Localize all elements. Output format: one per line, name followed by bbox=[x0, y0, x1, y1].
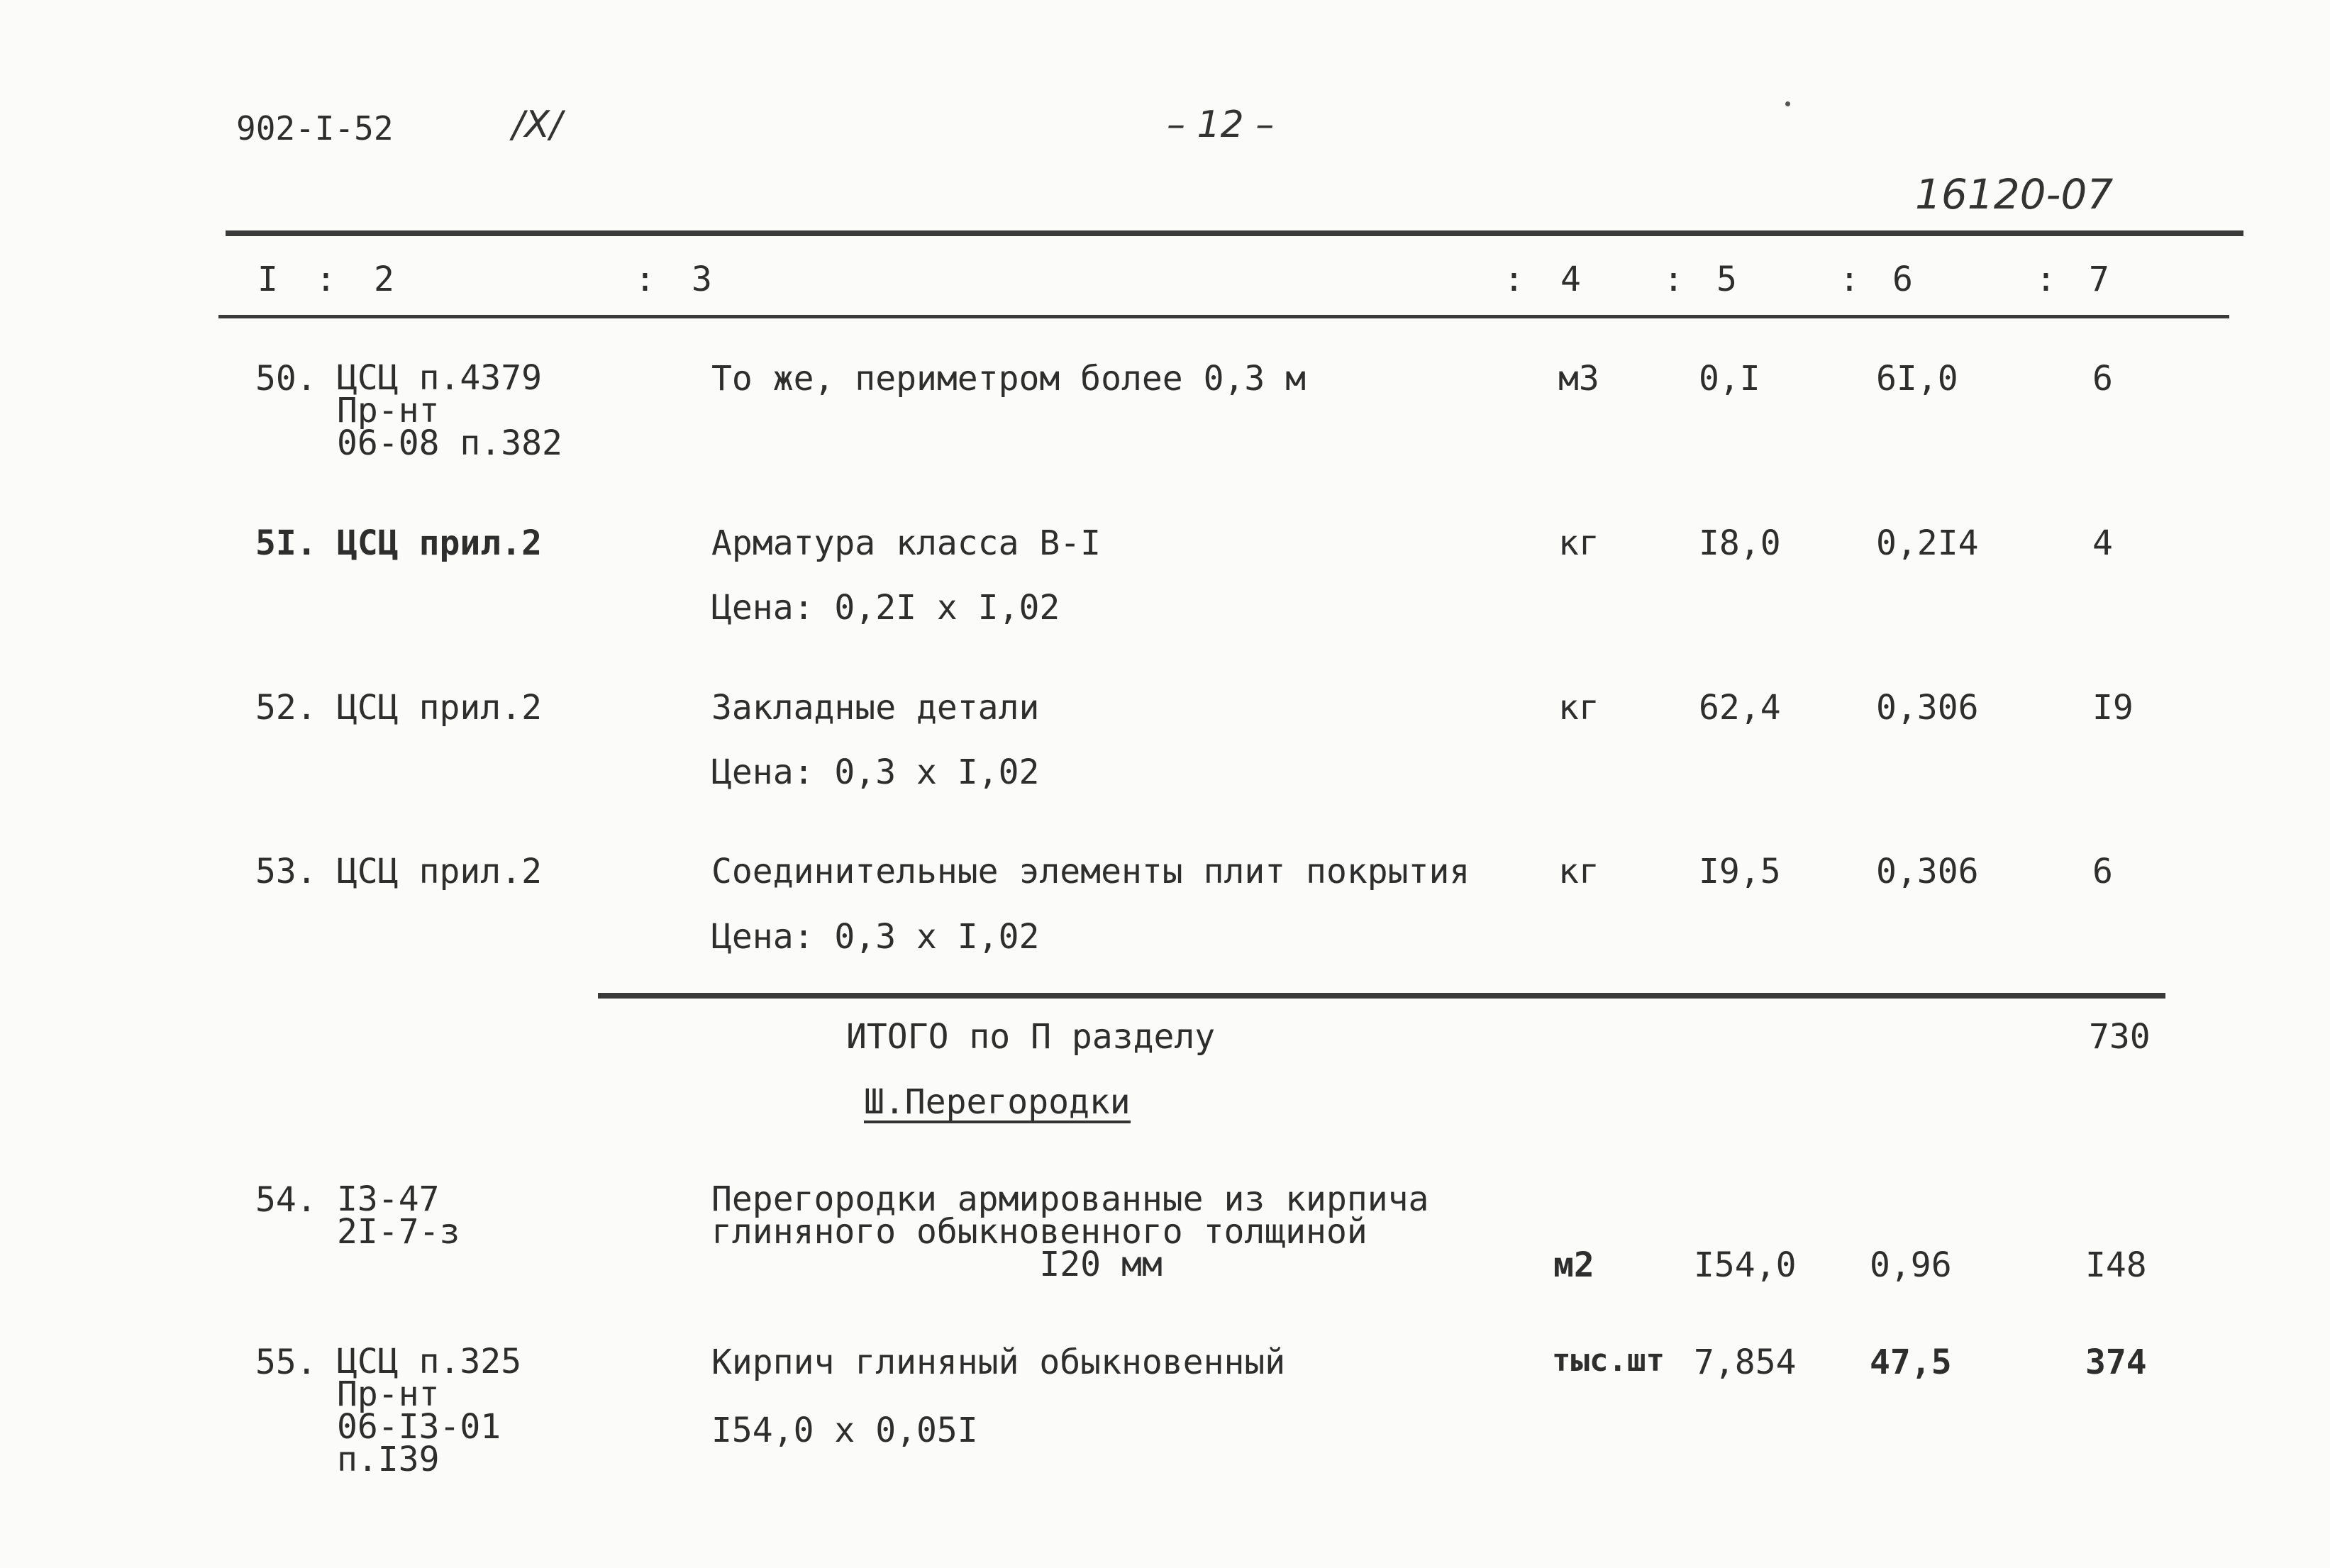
row-unit: кг bbox=[1558, 852, 1599, 891]
col-header-1: I bbox=[257, 260, 278, 299]
row-price: 0,306 bbox=[1876, 688, 1979, 728]
row-unit: кг bbox=[1558, 688, 1599, 728]
subtotal-rule bbox=[598, 993, 2165, 999]
row-price: 0,96 bbox=[1870, 1245, 1952, 1285]
col-separator: : bbox=[635, 260, 655, 299]
row-unit: м2 bbox=[1553, 1245, 1594, 1285]
row-description: Перегородки армированные из кирпича глиняного обыкновенного толщиной I20 мм bbox=[711, 1179, 1429, 1284]
row-number: 55. bbox=[255, 1342, 317, 1382]
handwritten-mark: /X/ bbox=[512, 104, 562, 146]
section-title: Ш.Перегородки bbox=[864, 1082, 1131, 1122]
row-number: 52. bbox=[255, 688, 317, 728]
row-cost: 6 bbox=[2092, 852, 2113, 891]
col-separator: : bbox=[1504, 260, 1524, 299]
row-reference: ЦСЦ п.4379 Пр-нт 06-08 п.382 bbox=[337, 358, 562, 463]
row-quantity: I9,5 bbox=[1699, 852, 1781, 891]
row-number: 50. bbox=[255, 359, 317, 399]
row-cost: I48 bbox=[2085, 1245, 2147, 1285]
row-quantity: 7,854 bbox=[1694, 1342, 1797, 1382]
row-description: Соединительные элементы плит покрытия bbox=[711, 852, 1470, 891]
col-separator: : bbox=[1839, 260, 1860, 299]
row-unit: кг bbox=[1558, 523, 1599, 563]
document-code: 902-I-52 bbox=[236, 109, 394, 148]
row-reference: I3-47 2I-7-з bbox=[337, 1179, 460, 1252]
table-top-rule bbox=[226, 230, 2243, 236]
row-description: Закладные детали bbox=[711, 688, 1040, 728]
col-header-2: 2 bbox=[374, 260, 394, 299]
row-unit: м3 bbox=[1558, 359, 1599, 399]
row-formula-note: I54,0 х 0,05I bbox=[711, 1411, 978, 1450]
row-description: То же, периметром более 0,3 м bbox=[711, 359, 1307, 399]
col-separator: : bbox=[1663, 260, 1684, 299]
col-header-5: 5 bbox=[1716, 260, 1737, 299]
row-price: 0,306 bbox=[1876, 852, 1979, 891]
subtotal-value: 730 bbox=[2089, 1017, 2151, 1057]
row-cost: 4 bbox=[2092, 523, 2113, 563]
col-header-6: 6 bbox=[1892, 260, 1913, 299]
row-price-note: Цена: 0,3 х I,02 bbox=[711, 917, 1040, 957]
row-description: Кирпич глиняный обыкновенный bbox=[711, 1342, 1286, 1382]
row-unit: тыс.шт bbox=[1552, 1342, 1665, 1379]
col-separator: : bbox=[2036, 260, 2056, 299]
row-quantity: 0,I bbox=[1699, 359, 1760, 399]
row-price-note: Цена: 0,2I х I,02 bbox=[711, 588, 1060, 628]
row-number: 5I. bbox=[255, 523, 317, 563]
row-number: 54. bbox=[255, 1180, 317, 1220]
row-quantity: 62,4 bbox=[1699, 688, 1781, 728]
row-cost: 374 bbox=[2085, 1342, 2147, 1382]
row-price: 0,2I4 bbox=[1876, 523, 1979, 563]
row-quantity: I54,0 bbox=[1694, 1245, 1797, 1285]
col-separator: : bbox=[316, 260, 336, 299]
row-reference: ЦСЦ прил.2 bbox=[337, 523, 542, 563]
row-cost: I9 bbox=[2092, 688, 2134, 728]
row-quantity: I8,0 bbox=[1699, 523, 1781, 563]
row-cost: 6 bbox=[2092, 359, 2113, 399]
archive-number: 16120-07 bbox=[1915, 170, 2114, 218]
row-reference: ЦСЦ прил.2 bbox=[337, 688, 542, 728]
row-price: 6I,0 bbox=[1876, 359, 1958, 399]
row-price: 47,5 bbox=[1870, 1342, 1952, 1382]
subtotal-label: ИТОГО по П разделу bbox=[846, 1017, 1216, 1057]
row-reference: ЦСЦ п.325 Пр-нт 06-I3-01 п.I39 bbox=[337, 1342, 522, 1479]
col-header-7: 7 bbox=[2089, 260, 2109, 299]
col-header-3: 3 bbox=[692, 260, 712, 299]
row-reference: ЦСЦ прил.2 bbox=[337, 852, 542, 891]
col-header-4: 4 bbox=[1560, 260, 1581, 299]
row-number: 53. bbox=[255, 852, 317, 891]
page-number: – 12 – bbox=[1167, 104, 1275, 146]
row-description: Арматура класса В-I bbox=[711, 523, 1102, 563]
header-bottom-rule bbox=[218, 315, 2229, 318]
ink-speck bbox=[1785, 101, 1790, 106]
row-price-note: Цена: 0,3 х I,02 bbox=[711, 752, 1040, 792]
